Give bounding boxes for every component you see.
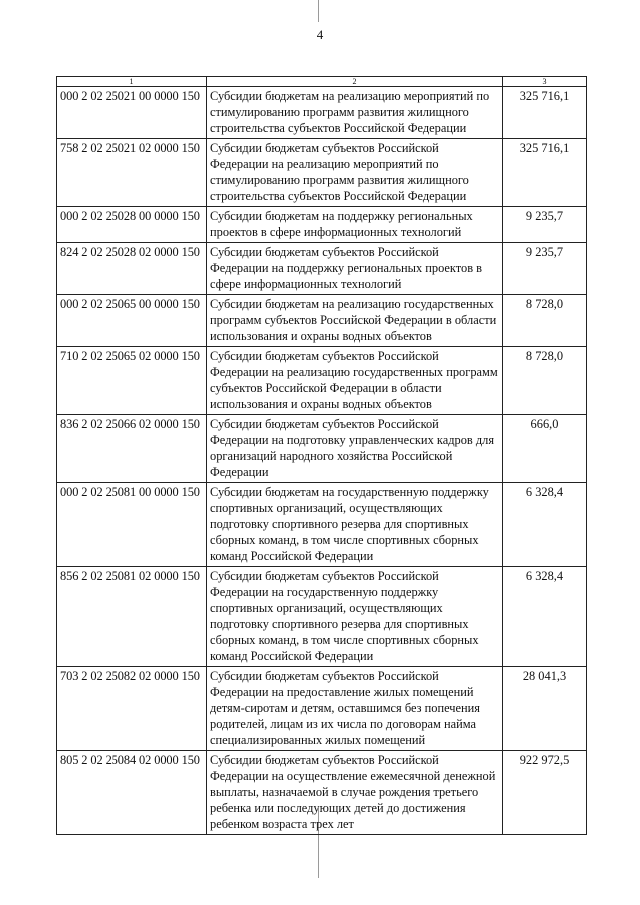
subsidy-description: Субсидии бюджетам субъектов Российской Федерации на предоставление жилых помещений детям-сиротам и детям, оставшимся без попечения родителей, лицам из их числа по договорам найма специализированных жилых помещений [207,667,503,751]
subsidy-description: Субсидии бюджетам на реализацию государственных программ субъектов Российской Федерации в области использования и охраны водных объектов [207,295,503,347]
budget-code: 710 2 02 25065 02 0000 150 [57,347,207,415]
subsidy-description: Субсидии бюджетам субъектов Российской Федерации на реализацию государственных программ субъектов Российской Федерации в области использования и охраны водных объектов [207,347,503,415]
amount: 325 716,1 [503,87,587,139]
budget-code: 000 2 02 25021 00 0000 150 [57,87,207,139]
budget-code: 000 2 02 25065 00 0000 150 [57,295,207,347]
subsidy-description: Субсидии бюджетам на поддержку региональных проектов в сфере информационных технологий [207,207,503,243]
amount: 9 235,7 [503,207,587,243]
column-header-name: 2 [207,77,503,87]
table-row [57,751,587,835]
budget-code: 836 2 02 25066 02 0000 150 [57,415,207,483]
scan-mark-top [318,0,319,22]
table-row [57,87,587,139]
subsidy-description: Субсидии бюджетам субъектов Российской Федерации на реализацию мероприятий по стимулированию программ развития жилищного строительства субъектов Российской Федерации [207,139,503,207]
column-header-amount: 3 [503,77,587,87]
table-row [57,415,587,483]
subsidy-description: Субсидии бюджетам субъектов Российской Федерации на государственную поддержку спортивных организаций, осуществляющих подготовку спортивного резерва для спортивных сборных команд, в том числе спортивных сборных команд Российской Федерации [207,567,503,667]
subsidy-description: Субсидии бюджетам субъектов Российской Федерации на поддержку региональных проектов в сфере информационных технологий [207,243,503,295]
subsidy-description: Субсидии бюджетам субъектов Российской Федерации на подготовку управленческих кадров для организаций народного хозяйства Российской Федерации [207,415,503,483]
budget-code: 758 2 02 25021 02 0000 150 [57,139,207,207]
amount: 325 716,1 [503,139,587,207]
budget-table [56,76,587,835]
table-row [57,483,587,567]
table-row [57,667,587,751]
amount: 666,0 [503,415,587,483]
subsidy-description: Субсидии бюджетам на реализацию мероприятий по стимулированию программ развития жилищного строительства субъектов Российской Федерации [207,87,503,139]
amount: 8 728,0 [503,295,587,347]
amount: 6 328,4 [503,567,587,667]
budget-code: 703 2 02 25082 02 0000 150 [57,667,207,751]
amount: 6 328,4 [503,483,587,567]
budget-code: 824 2 02 25028 02 0000 150 [57,243,207,295]
table-row [57,207,587,243]
amount: 8 728,0 [503,347,587,415]
table-row [57,139,587,207]
amount: 922 972,5 [503,751,587,835]
subsidy-description: Субсидии бюджетам субъектов Российской Федерации на осуществление ежемесячной денежной выплаты, назначаемой в случае рождения третьего ребенка или последующих детей до достижения ребенком возраста трех лет [207,751,503,835]
table-row [57,567,587,667]
subsidy-description: Субсидии бюджетам на государственную поддержку спортивных организаций, осуществляющих подготовку спортивного резерва для спортивных сборных команд, в том числе спортивных сборных команд Российской Федерации [207,483,503,567]
budget-code: 000 2 02 25081 00 0000 150 [57,483,207,567]
budget-code: 000 2 02 25028 00 0000 150 [57,207,207,243]
table-row [57,243,587,295]
table-row [57,347,587,415]
table-row [57,295,587,347]
column-header-code: 1 [57,77,207,87]
budget-code: 805 2 02 25084 02 0000 150 [57,751,207,835]
column-number-row [57,77,587,87]
amount: 9 235,7 [503,243,587,295]
budget-code: 856 2 02 25081 02 0000 150 [57,567,207,667]
page-number: 4 [316,27,324,42]
amount: 28 041,3 [503,667,587,751]
